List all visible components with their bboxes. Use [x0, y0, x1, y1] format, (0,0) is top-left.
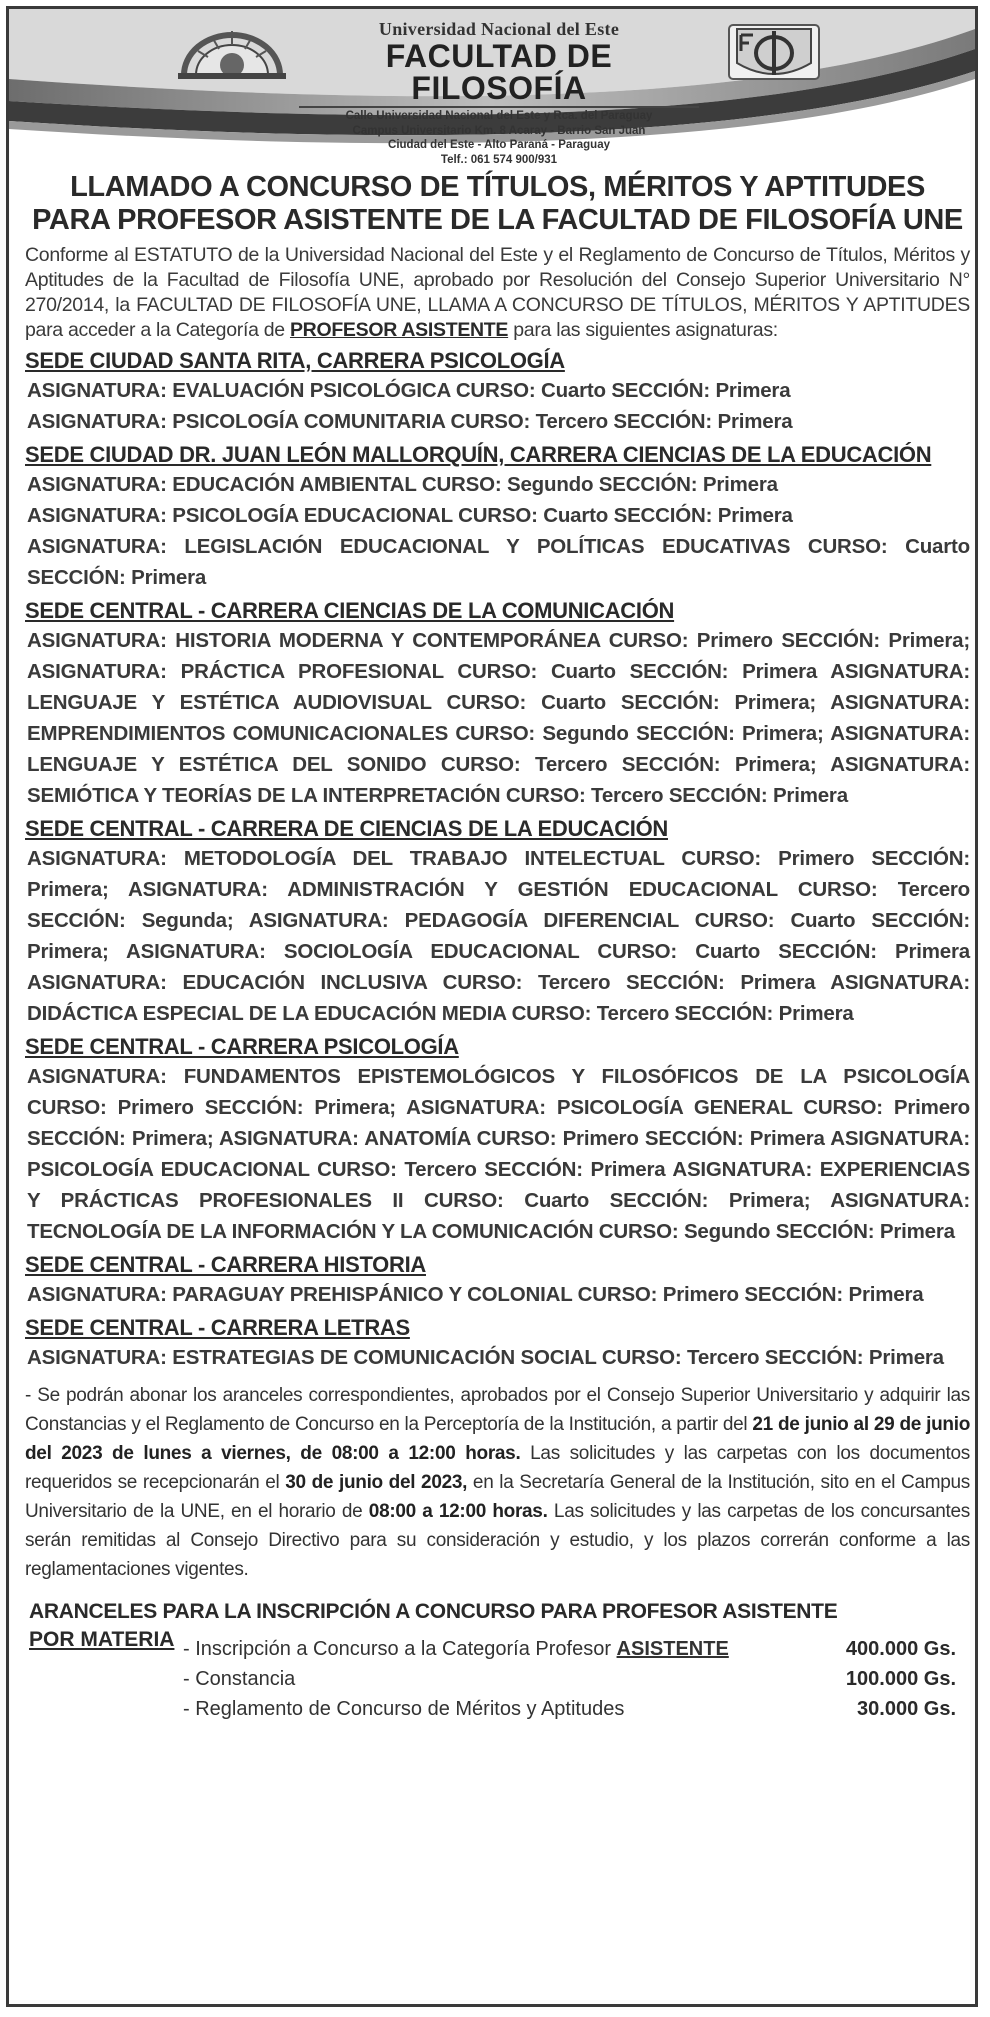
- faculty-name: FACULTAD DE FILOSOFÍA: [299, 40, 699, 108]
- title-line: LLAMADO A CONCURSO DE TÍTULOS, MÉRITOS Y APTITUDES: [70, 171, 925, 203]
- sede-heading: SEDE CENTRAL - CARRERA LETRAS: [25, 1315, 410, 1340]
- asignatura-text: ASIGNATURA: PARAGUAY PREHISPÁNICO Y COLONIAL CURSO: Primero SECCIÓN: Primera: [27, 1283, 924, 1306]
- university-name: Universidad Nacional del Este: [378, 19, 620, 39]
- notes-paragraph: [25, 1381, 970, 1584]
- asignatura-text: ASIGNATURA: PSICOLOGÍA EDUCACIONAL CURSO: Cuarto SECCIÓN: Primera: [27, 504, 793, 527]
- fee-label-text: - Inscripción a Concurso a la Categoría Profesor: [183, 1638, 617, 1660]
- address-line: Calle Universidad Nacional del Este y Rca. del Paraguay: [345, 110, 653, 122]
- title-line: PARA PROFESOR ASISTENTE DE LA FACULTAD DE FILOSOFÍA UNE: [32, 204, 963, 236]
- fee-row: [183, 1634, 970, 1664]
- letterhead: [9, 9, 975, 166]
- fee-label-bold: ASISTENTE: [616, 1638, 729, 1660]
- sede-heading: SEDE CIUDAD SANTA RITA, CARRERA PSICOLOGÍA: [25, 348, 565, 373]
- address-line: Campus Universitario Km. 8 Acaray - Barrio San Juan: [352, 124, 646, 137]
- fee-label: - Reglamento de Concurso de Méritos y Aptitudes: [183, 1698, 625, 1720]
- sede-heading: SEDE CENTRAL - CARRERA CIENCIAS DE LA COMUNICACIÓN: [25, 598, 675, 623]
- fee-label: [183, 1634, 729, 1664]
- asignatura-text: ASIGNATURA: LEGISLACIÓN EDUCACIONAL Y POLÍTICAS EDUCATIVAS CURSO: Cuarto SECCIÓN: Primera: [27, 535, 970, 589]
- fee-row: [183, 1694, 970, 1724]
- sede-heading: SEDE CENTRAL - CARRERA DE CIENCIAS DE LA EDUCACIÓN: [25, 816, 669, 841]
- asignatura-text: ASIGNATURA: ESTRATEGIAS DE COMUNICACIÓN SOCIAL CURSO: Tercero SECCIÓN: Primera: [27, 1346, 944, 1369]
- fee-amount: 400.000 Gs.: [845, 1638, 956, 1660]
- asignatura-text: ASIGNATURA: HISTORIA MODERNA Y CONTEMPORÁNEA CURSO: Primero SECCIÓN: Primera; ASIGNATURA: PRÁCTICA PROFESIONAL CURSO: Cuarto SECCIÓN: Primera ASIGNATURA: LENGUAJE Y ESTÉTICA AUDIOVISUAL CURSO: Cuarto SECCIÓN: Primera; ASIGNATURA: EMPRENDIMIENTOS COMUNICACIONALES CURSO: Segundo SECCIÓN: Primera; ASIGNATURA: LENGUAJE Y ESTÉTICA DEL SONIDO CURSO: Tercero SECCIÓN: Primera; ASIGNATURA: SEMIÓTICA Y TEORÍAS DE LA INTERPRETACIÓN CURSO: Tercero SECCIÓN: Primera: [27, 629, 970, 807]
- document-title: [25, 171, 970, 237]
- intro-highlight: PROFESOR ASISTENTE: [289, 319, 509, 341]
- intro-paragraph: [25, 243, 970, 343]
- asignatura-text: ASIGNATURA: PSICOLOGÍA COMUNITARIA CURSO: Tercero SECCIÓN: Primera: [27, 410, 793, 433]
- fee-amount: 100.000 Gs.: [845, 1668, 956, 1690]
- asignatura-text: ASIGNATURA: METODOLOGÍA DEL TRABAJO INTELECTUAL CURSO: Primero SECCIÓN: Primera; ASIGNATURA: ADMINISTRACIÓN Y GESTIÓN EDUCACIONAL CURSO: Tercero SECCIÓN: Segunda; ASIGNATURA: PEDAGOGÍA DIFERENCIAL CURSO: Cuarto SECCIÓN: Primera; ASIGNATURA: SOCIOLOGÍA EDUCACIONAL CURSO: Cuarto SECCIÓN: Primera ASIGNATURA: EDUCACIÓN INCLUSIVA CURSO: Tercero SECCIÓN: Primera ASIGNATURA: DIDÁCTICA ESPECIAL DE LA EDUCACIÓN MEDIA CURSO: Tercero SECCIÓN: Primera: [27, 847, 970, 1025]
- sede-heading: SEDE CIUDAD DR. JUAN LEÓN MALLORQUÍN, CARRERA CIENCIAS DE LA EDUCACIÓN: [25, 442, 932, 467]
- notes-text: Las solicitudes y las carpetas con los documentos requeridos se recepcionarán el: [25, 1443, 971, 1493]
- fee-row: [183, 1664, 970, 1694]
- intro-tail: para las siguientes asignaturas:: [508, 319, 778, 341]
- faculty-logo-icon: [727, 23, 821, 81]
- intro-text: Conforme al ESTATUTO de la Universidad Nacional del Este y el Reglamento de Concurso de Títulos, Méritos y Aptitudes de la Facultad de Filosofía UNE, aprobado por Resolución del Consejo Superior Universitario N° 270/2014, la FACULTAD DE FILOSOFÍA UNE, LLAMA A CONCURSO DE TÍTULOS, MÉRITOS Y APTITUDES para acceder a la Categoría de: [25, 244, 970, 341]
- notes-deadline: 30 de junio del 2023,: [285, 1472, 468, 1493]
- notes-text: - Se podrán abonar los aranceles correspondientes, aprobados por el Consejo Superior Universitario y adquirir las Constancias y el Reglamento de Concurso en la Perceptoría de la Institución, a partir del: [25, 1385, 970, 1435]
- sede-heading: SEDE CENTRAL - CARRERA PSICOLOGÍA: [25, 1034, 459, 1059]
- address-line: Ciudad del Este - Alto Paraná - Paraguay: [388, 139, 610, 151]
- une-seal-icon: [174, 23, 290, 83]
- notes-dates: 21 de junio al 29 de junio del 2023 de lunes a viernes, de 08:00 a 12:00 horas.: [25, 1414, 970, 1464]
- asignatura-text: ASIGNATURA: EVALUACIÓN PSICOLÓGICA CURSO: Cuarto SECCIÓN: Primera: [27, 379, 791, 402]
- fees-table: [25, 1626, 970, 1724]
- notes-text: en la Secretaría General de la Institución, sito en el Campus Universitario de la UNE, en el horario de: [25, 1472, 971, 1522]
- document-frame: [6, 6, 978, 2007]
- letterhead-text: [299, 19, 699, 166]
- fee-amount: 30.000 Gs.: [857, 1698, 956, 1720]
- notes-hours: 08:00 a 12:00 horas.: [368, 1501, 548, 1522]
- sede-heading: SEDE CENTRAL - CARRERA HISTORIA: [25, 1252, 426, 1277]
- fee-label: - Constancia: [183, 1668, 296, 1690]
- asignatura-text: ASIGNATURA: EDUCACIÓN AMBIENTAL CURSO: Segundo SECCIÓN: Primera: [27, 473, 778, 496]
- fees-list: [183, 1626, 970, 1724]
- fees-title: ARANCELES PARA LA INSCRIPCIÓN A CONCURSO PARA PROFESOR ASISTENTE: [29, 1600, 838, 1623]
- asignatura-text: ASIGNATURA: FUNDAMENTOS EPISTEMOLÓGICOS Y FILOSÓFICOS DE LA PSICOLOGÍA CURSO: Primero SECCIÓN: Primera; ASIGNATURA: PSICOLOGÍA GENERAL CURSO: Primero SECCIÓN: Primera; ASIGNATURA: ANATOMÍA CURSO: Primero SECCIÓN: Primera ASIGNATURA: PSICOLOGÍA EDUCACIONAL CURSO: Tercero SECCIÓN: Primera ASIGNATURA: EXPERIENCIAS Y PRÁCTICAS PROFESIONALES II CURSO: Cuarto SECCIÓN: Primera; ASIGNATURA: TECNOLOGÍA DE LA INFORMACIÓN Y LA COMUNICACIÓN CURSO: Segundo SECCIÓN: Primera: [27, 1065, 970, 1243]
- por-materia-label: POR MATERIA: [29, 1628, 175, 1651]
- notes-text: Las solicitudes y las carpetas de los concursantes serán remitidas al Consejo Directivo para su consideración y estudio, y los plazos correrán conforme a las reglamentaciones vigentes.: [25, 1501, 970, 1580]
- phone-line: Telf.: 061 574 900/931: [440, 153, 558, 166]
- document-body: [25, 171, 970, 1724]
